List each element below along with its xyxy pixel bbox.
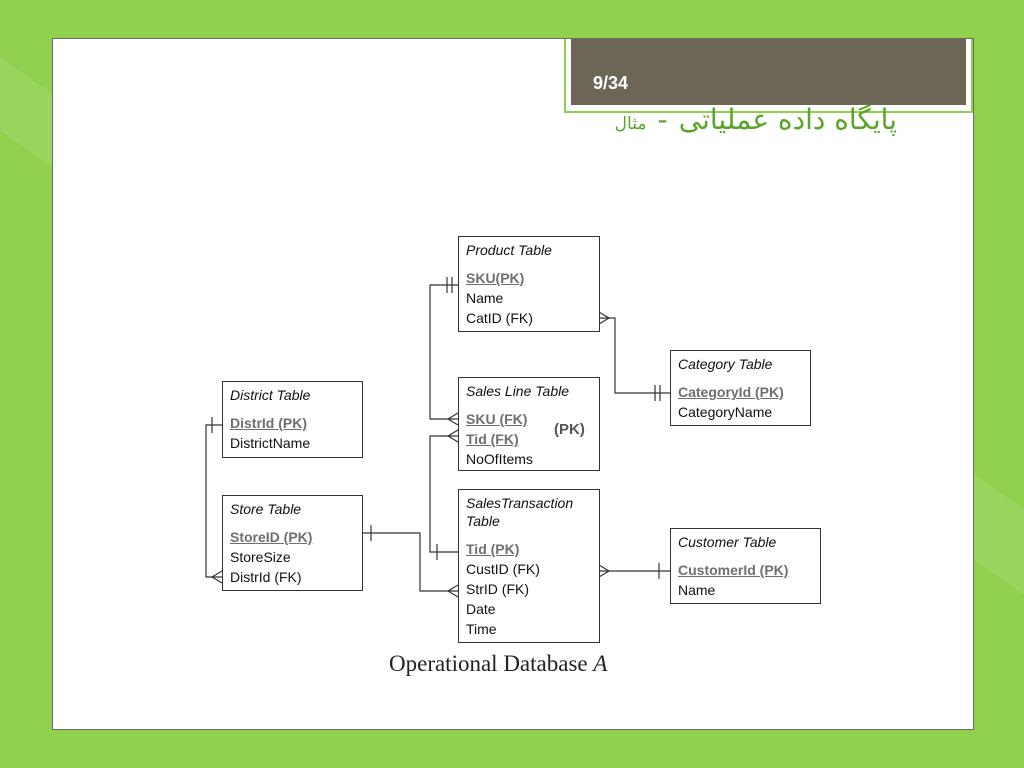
table-name: District Table <box>230 387 311 403</box>
table-name: Product Table <box>466 242 552 258</box>
line-district-store <box>206 425 222 577</box>
category-table <box>670 350 811 426</box>
field-categoryid: CategoryId (PK) <box>678 384 784 400</box>
table-name: Category Table <box>678 356 773 372</box>
customer-table <box>670 528 821 604</box>
field-name: Name <box>466 290 504 306</box>
caption-italic: A <box>593 651 608 676</box>
slide-number: 9/34 <box>593 73 629 93</box>
field-strid: StrID (FK) <box>466 581 529 597</box>
field-time: Time <box>466 621 497 637</box>
diagram-caption <box>389 651 607 677</box>
field-catid: CatID (FK) <box>466 310 533 326</box>
title-sub: مثال <box>614 114 647 134</box>
product-table <box>458 236 600 332</box>
district-table <box>222 381 363 458</box>
table-name: SalesTransaction Table <box>466 495 574 529</box>
line-salesline-transaction <box>430 436 458 552</box>
field-sku-fk: SKU (FK) <box>466 411 528 427</box>
field-distrid: DistrId (PK) <box>230 415 307 431</box>
field-districtname: DistrictName <box>230 435 311 451</box>
table-name: Customer Table <box>678 534 777 550</box>
store-table <box>222 495 363 591</box>
field-date: Date <box>466 601 496 617</box>
table-name: Sales Line Table <box>466 383 570 399</box>
sales-transaction-table <box>458 489 600 643</box>
field-custid: CustID (FK) <box>466 561 540 577</box>
line-product-category <box>599 318 670 393</box>
field-distrid-fk: DistrId (FK) <box>230 569 302 585</box>
line-store-transaction <box>362 533 458 591</box>
table-name: Store Table <box>230 501 302 517</box>
field-name: Name <box>678 582 716 598</box>
field-noofitems: NoOfItems <box>466 451 533 467</box>
caption-text: Operational Database <box>389 651 588 676</box>
title-separator: - <box>657 103 668 136</box>
composite-pk-note: (PK) <box>554 421 585 438</box>
field-tid-pk: Tid (PK) <box>466 541 520 557</box>
title-main: پایگاه داده عملیاتی <box>678 103 897 136</box>
field-sku: SKU(PK) <box>466 270 525 286</box>
field-categoryname: CategoryName <box>678 404 773 420</box>
field-customerid: CustomerId (PK) <box>678 562 789 578</box>
field-storeid: StoreID (PK) <box>230 529 313 545</box>
field-tid-fk: Tid (FK) <box>466 431 519 447</box>
line-product-salesline <box>430 285 458 419</box>
field-storesize: StoreSize <box>230 549 291 565</box>
